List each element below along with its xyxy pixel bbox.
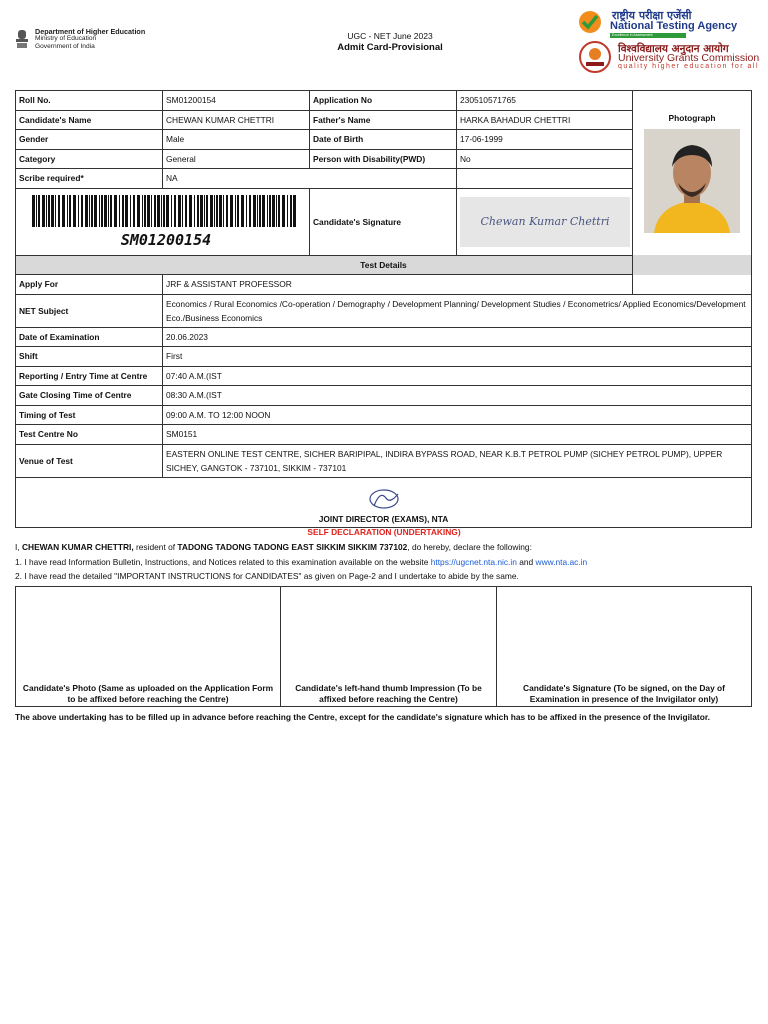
table-row xyxy=(16,366,752,386)
moe-ministry: Ministry of Education xyxy=(35,35,97,43)
table-row xyxy=(16,587,752,707)
table-row xyxy=(16,91,752,111)
table-row xyxy=(16,405,752,425)
authority-title: JOINT DIRECTOR (EXAMS), NTA xyxy=(318,513,449,524)
barcode xyxy=(16,189,310,253)
apply-for-label: Apply For xyxy=(16,275,163,295)
nta-link[interactable]: www.nta.ac.in xyxy=(535,557,588,567)
reporting-time-label: Reporting / Entry Time at Centre xyxy=(16,366,163,386)
nta-logo-block xyxy=(578,8,763,38)
photo-box: Candidate's Photo (Same as uploaded on the Application Form to be affixed before reaching the Centre) xyxy=(16,587,281,707)
declaration-line-1 xyxy=(15,557,587,568)
exam-date-label: Date of Examination xyxy=(16,327,163,347)
table-row xyxy=(16,347,752,367)
venue-label: Venue of Test xyxy=(16,444,163,477)
ugc-english: University Grants Commission xyxy=(618,52,760,64)
authority-cell xyxy=(16,477,752,527)
intro-mid: resident of xyxy=(135,542,176,552)
signature-box: Candidate's Signature (To be signed, on the Day of Examination in presence of the Invigilator only) xyxy=(497,587,752,707)
barcode-text: SM01200154 xyxy=(120,230,212,249)
ugcnet-link[interactable]: https://ugcnet.nta.nic.in xyxy=(430,557,517,567)
pwd-label: Person with Disability(PWD) xyxy=(310,149,457,169)
test-timing-value: 09:00 A.M. TO 12:00 NOON xyxy=(163,405,752,425)
table-row xyxy=(16,294,752,327)
father-name-value: HARKA BAHADUR CHETTRI xyxy=(457,110,633,130)
admit-card-table xyxy=(15,90,752,528)
empty-cell xyxy=(457,169,633,189)
header xyxy=(0,0,768,82)
roll-label: Roll No. xyxy=(16,91,163,111)
application-label: Application No xyxy=(310,91,457,111)
candidate-photo xyxy=(644,129,740,233)
doc-heading xyxy=(310,31,470,53)
line1-text: 1. I have read Information Bulletin, Instructions, and Notices related to this examination available on the website xyxy=(15,557,429,567)
moe-dept: Department of Higher Education xyxy=(35,27,146,36)
authority-signature-image xyxy=(364,486,404,512)
nta-english: National Testing Agency xyxy=(610,20,738,32)
exam-date-value: 20.06.2023 xyxy=(163,327,752,347)
declaration-intro xyxy=(15,542,532,553)
ugc-logo-icon xyxy=(578,40,612,74)
gate-closing-label: Gate Closing Time of Centre xyxy=(16,386,163,406)
gender-value: Male xyxy=(163,130,310,150)
dob-value: 17-06-1999 xyxy=(457,130,633,150)
nta-logo-icon xyxy=(578,10,602,34)
intro-name: CHEWAN KUMAR CHETTRI, xyxy=(21,542,134,552)
reporting-time-value: 07:40 A.M.(IST xyxy=(163,366,752,386)
category-value: General xyxy=(163,149,310,169)
test-timing-label: Timing of Test xyxy=(16,405,163,425)
declaration-line-2: 2. I have read the detailed "IMPORTANT INSTRUCTIONS for CANDIDATES" as given on Page-2 and I undertake to abide by the same. xyxy=(15,571,519,581)
barcode-bars xyxy=(32,195,296,227)
test-centre-label: Test Centre No xyxy=(16,425,163,445)
table-row xyxy=(16,327,752,347)
line1-and: and xyxy=(519,557,534,567)
shift-value: First xyxy=(163,347,752,367)
intro-suffix: , do hereby, declare the following: xyxy=(407,542,532,552)
test-details-heading: Test Details xyxy=(16,255,752,275)
photograph-label: Photograph xyxy=(668,113,716,123)
scribe-value: NA xyxy=(163,169,457,189)
scribe-label: Scribe required* xyxy=(16,169,163,189)
doc-title: Admit Card-Provisional xyxy=(337,42,443,53)
apply-for-value: JRF & ASSISTANT PROFESSOR xyxy=(163,275,752,295)
candidate-name-label: Candidate's Name xyxy=(16,110,163,130)
table-row xyxy=(16,425,752,445)
application-value: 230510571765 xyxy=(457,91,633,111)
table-row xyxy=(16,255,752,275)
shift-label: Shift xyxy=(16,347,163,367)
category-label: Category xyxy=(16,149,163,169)
undertaking-footnote: The above undertaking has to be filled up in advance before reaching the Centre, except for the candidate's signature which has to be affixed in the presence of the Invigilator. xyxy=(15,712,710,722)
gender-label: Gender xyxy=(16,130,163,150)
thumb-impression-box: Candidate's left-hand thumb Impression (To be affixed before reaching the Centre) xyxy=(281,587,497,707)
table-row xyxy=(16,386,752,406)
test-centre-value: SM0151 xyxy=(163,425,752,445)
pwd-value: No xyxy=(457,149,633,169)
nta-tagline: Excellence in Assessment xyxy=(610,33,686,38)
dob-label: Date of Birth xyxy=(310,130,457,150)
gate-closing-value: 08:30 A.M.(IST xyxy=(163,386,752,406)
signature-cell xyxy=(457,188,633,255)
national-emblem-icon xyxy=(14,28,30,50)
declaration-title: SELF DECLARATION (UNDERTAKING) xyxy=(307,527,461,537)
net-subject-value: Economics / Rural Economics /Co-operation / Demography / Development Planning/ Development Studies / Econometrics/ Applied Economics/Development Eco./Business Economics xyxy=(163,294,752,327)
nta-hindi: राष्ट्रीय परीक्षा एजेंसी xyxy=(612,9,692,22)
ugc-tagline: quality higher education for all xyxy=(618,63,760,70)
barcode-cell xyxy=(16,188,310,255)
intro-address: TADONG TADONG TADONG EAST SIKKIM SIKKIM 737102 xyxy=(177,542,408,552)
table-row xyxy=(16,444,752,477)
ugc-logo-block xyxy=(576,40,764,74)
intro-prefix: I, xyxy=(15,542,20,552)
exam-name: UGC - NET June 2023 xyxy=(347,31,433,41)
net-subject-label: NET Subject xyxy=(16,294,163,327)
father-name-label: Father's Name xyxy=(310,110,457,130)
candidate-signature-image: Chewan Kumar Chettri xyxy=(460,197,630,247)
undertaking-boxes xyxy=(15,586,752,707)
candidate-name-value: CHEWAN KUMAR CHETTRI xyxy=(163,110,310,130)
table-row xyxy=(16,477,752,527)
ugc-hindi: विश्वविद्यालय अनुदान आयोग xyxy=(618,43,729,55)
signature-label: Candidate's Signature xyxy=(310,188,457,255)
table-row xyxy=(16,275,752,295)
moe-govt: Government of India xyxy=(35,42,95,50)
roll-value: SM01200154 xyxy=(163,91,310,111)
venue-value: EASTERN ONLINE TEST CENTRE, SICHER BARIPIPAL, INDIRA BYPASS ROAD, NEAR K.B.T PETROL PUMP (SICHEY PETROL PUMP), UPPER SICHEY, GANGTOK - 737101, SIKKIM - 737101 xyxy=(163,444,752,477)
ministry-block xyxy=(14,28,145,50)
